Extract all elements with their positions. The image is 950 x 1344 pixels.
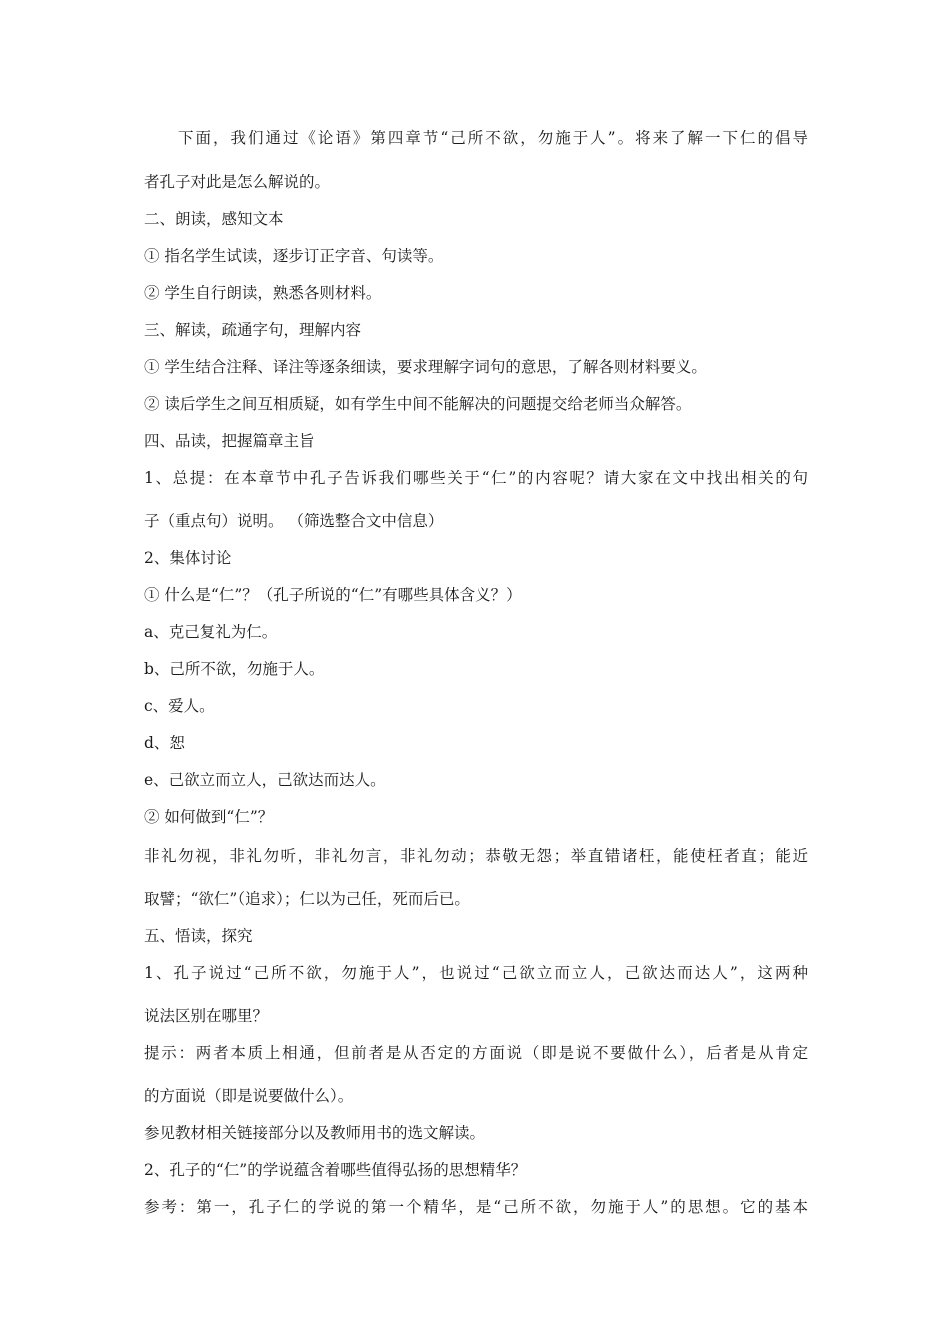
subheading: 2、集体讨论: [144, 549, 232, 567]
paragraph-line: 取譬；“欲仁”（追求）；仁以为己任，死而后已。: [144, 890, 470, 908]
list-item: c、爱人。: [144, 697, 215, 715]
section-heading-2: 二、朗读，感知文本: [144, 210, 284, 228]
list-item: b、己所不欲，勿施于人。: [144, 660, 325, 678]
list-item: ② 如何做到“仁”？: [144, 808, 274, 826]
paragraph-line: 说法区别在哪里？: [144, 1007, 269, 1025]
paragraph-line: 2、孔子的“仁”的学说蕴含着哪些值得弘扬的思想精华？: [144, 1161, 527, 1179]
list-item: e、己欲立而立人，己欲达而达人。: [144, 771, 386, 789]
paragraph-intro-line-2: 者孔子对此是怎么解说的。: [144, 173, 331, 191]
paragraph-line: 参见教材相关链接部分以及教师用书的选文解读。: [144, 1124, 486, 1142]
paragraph-intro-line-1: 下面，我们通过《论语》第四章节“己所不欲，勿施于人”。将来了解一下仁的倡导: [178, 129, 808, 147]
paragraph-line: 1、孔子说过“己所不欲，勿施于人”，也说过“己欲立而立人，己欲达而达人”，这两种: [144, 964, 808, 982]
list-item: ① 指名学生试读，逐步订正字音、句读等。: [144, 247, 444, 265]
list-item: d、恕: [144, 734, 185, 752]
section-heading-3: 三、解读，疏通字句，理解内容: [144, 321, 362, 339]
list-item: ② 学生自行朗读，熟悉各则材料。: [144, 284, 382, 302]
section-heading-5: 五、悟读，探究: [144, 927, 253, 945]
section-heading-4: 四、品读，把握篇章主旨: [144, 432, 315, 450]
list-item: ② 读后学生之间互相质疑，如有学生中间不能解决的问题提交给老师当众解答。: [144, 395, 692, 413]
paragraph-line: 参考：第一，孔子仁的学说的第一个精华，是“己所不欲，勿施于人”的思想。它的基本: [144, 1198, 808, 1216]
paragraph-line: 提示：两者本质上相通，但前者是从否定的方面说（即是说不要做什么），后者是从肯定: [144, 1044, 808, 1062]
paragraph-line: 非礼勿视，非礼勿听，非礼勿言，非礼勿动；恭敬无怨；举直错诸枉，能使枉者直；能近: [144, 847, 808, 865]
list-item: ① 什么是“仁”？（孔子所说的“仁”有哪些具体含义？）: [144, 586, 522, 604]
list-item: a、克己复礼为仁。: [144, 623, 278, 641]
paragraph-line: 子（重点句）说明。 （筛选整合文中信息）: [144, 512, 444, 530]
paragraph-line: 1、总提：在本章节中孔子告诉我们哪些关于“仁”的内容呢？请大家在文中找出相关的句: [144, 469, 808, 487]
list-item: ① 学生结合注释、译注等逐条细读，要求理解字词句的意思，了解各则材料要义。: [144, 358, 707, 376]
paragraph-line: 的方面说（即是说要做什么）。: [144, 1087, 354, 1105]
